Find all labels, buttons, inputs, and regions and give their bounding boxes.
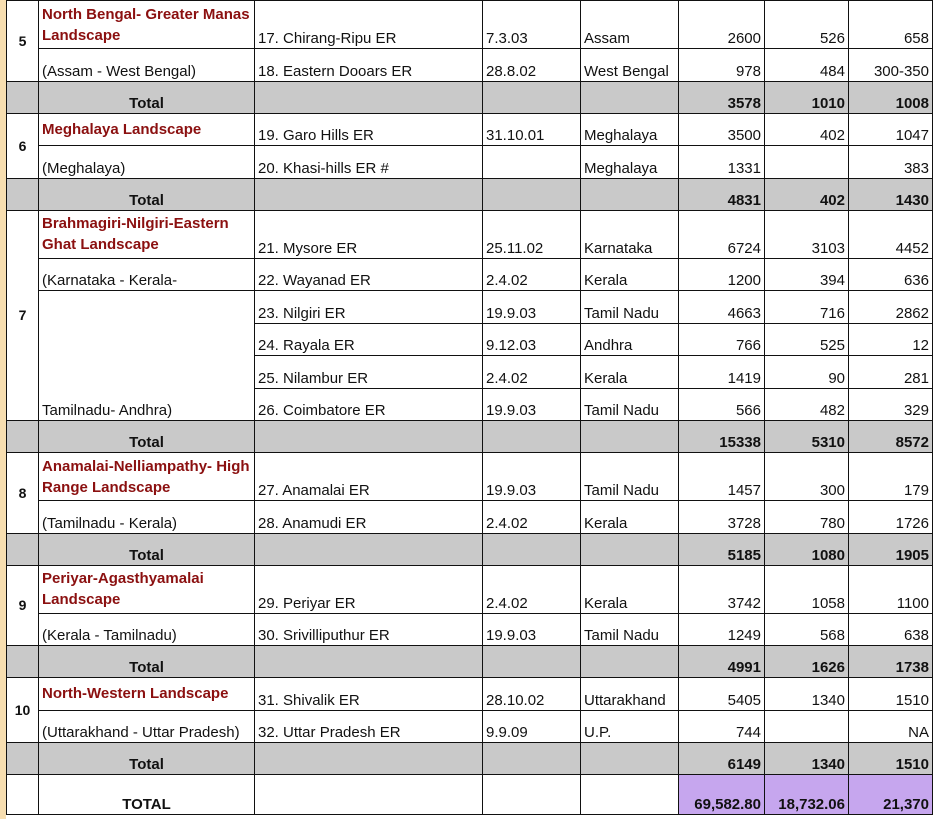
total-blank-cell [483,178,581,210]
total-area: 4831 [679,178,765,210]
landscape-states: (Kerala - Tamilnadu) [39,613,255,646]
elephant-population-value: 383 [849,146,933,179]
notification-date: 19.9.03 [483,291,581,324]
notification-date: 9.12.03 [483,323,581,356]
area-value: 6724 [679,210,765,258]
area-value: 1457 [679,453,765,501]
table-row [7,565,933,613]
total-blank-cell [255,178,483,210]
total-core-area: 1010 [765,81,849,113]
elephant-population-value: 1510 [849,678,933,711]
elephant-reserve-name: 32. Uttar Pradesh ER [255,710,483,743]
table-row [7,710,933,743]
state-name: U.P. [581,710,679,743]
elephant-population-value: NA [849,710,933,743]
elephant-population-value: 1100 [849,565,933,613]
notification-date: 28.8.02 [483,49,581,82]
state-name: Kerala [581,356,679,389]
total-core-area: 5310 [765,421,849,453]
state-name: West Bengal [581,49,679,82]
total-blank-cell [7,533,39,565]
core-area-value: 300 [765,453,849,501]
state-name: Tamil Nadu [581,388,679,421]
total-area: 5185 [679,533,765,565]
elephant-reserve-name: 30. Srivilliputhur ER [255,613,483,646]
core-area-value: 402 [765,113,849,146]
total-label: Total [39,81,255,113]
elephant-reserve-name: 18. Eastern Dooars ER [255,49,483,82]
total-core-area: 1080 [765,533,849,565]
elephant-population-value: 300-350 [849,49,933,82]
elephant-population-value: 1047 [849,113,933,146]
core-area-value: 3103 [765,210,849,258]
state-name: Tamil Nadu [581,453,679,501]
total-blank-cell [483,743,581,775]
total-blank-cell [7,81,39,113]
total-core-area: 1626 [765,646,849,678]
area-value: 3742 [679,565,765,613]
area-value: 1249 [679,613,765,646]
total-blank-cell [7,421,39,453]
serial-number: 6 [7,113,39,178]
state-name: Tamil Nadu [581,613,679,646]
elephant-population-value: 1726 [849,501,933,534]
total-population: 1738 [849,646,933,678]
landscape-name: Meghalaya Landscape [39,113,255,146]
notification-date: 2.4.02 [483,258,581,291]
total-area: 4991 [679,646,765,678]
notification-date: 19.9.03 [483,388,581,421]
total-population: 1008 [849,81,933,113]
core-area-value: 716 [765,291,849,324]
serial-number: 5 [7,1,39,82]
total-label: Total [39,743,255,775]
state-name: Uttarakhand [581,678,679,711]
serial-number: 7 [7,210,39,421]
state-name: Meghalaya [581,113,679,146]
core-area-value: 780 [765,501,849,534]
elephant-reserve-name: 29. Periyar ER [255,565,483,613]
landscape-total-row [7,743,933,775]
elephant-population-value: 638 [849,613,933,646]
elephant-population-value: 179 [849,453,933,501]
elephant-reserve-name: 23. Nilgiri ER [255,291,483,324]
landscape-states: (Assam - West Bengal) [39,49,255,82]
total-blank-cell [255,646,483,678]
total-population: 1430 [849,178,933,210]
elephant-reserve-name: 31. Shivalik ER [255,678,483,711]
area-value: 2600 [679,1,765,49]
elephant-reserve-name: 21. Mysore ER [255,210,483,258]
landscape-states: (Tamilnadu - Kerala) [39,501,255,534]
elephant-reserve-name: 26. Coimbatore ER [255,388,483,421]
core-area-value [765,146,849,179]
total-blank-cell [255,81,483,113]
state-name: Andhra [581,323,679,356]
landscape-name: Brahmagiri-Nilgiri-Eastern Ghat Landscape [39,210,255,258]
core-area-value [765,710,849,743]
landscape-states: (Karnataka - Kerala- [39,258,255,291]
state-name: Meghalaya [581,146,679,179]
core-area-value: 482 [765,388,849,421]
notification-date: 9.9.09 [483,710,581,743]
total-blank-cell [483,533,581,565]
elephant-reserve-name: 27. Anamalai ER [255,453,483,501]
state-name: Karnataka [581,210,679,258]
total-blank-cell [483,81,581,113]
area-value: 744 [679,710,765,743]
notification-date: 19.9.03 [483,613,581,646]
core-area-value: 484 [765,49,849,82]
state-name: Tamil Nadu [581,291,679,324]
grand-total-population: 21,370 [849,775,933,815]
landscape-total-row [7,533,933,565]
total-blank-cell [7,646,39,678]
elephant-reserve-name: 19. Garo Hills ER [255,113,483,146]
landscape-total-row [7,421,933,453]
total-blank-cell [581,421,679,453]
total-label: Total [39,421,255,453]
elephant-reserve-name: 22. Wayanad ER [255,258,483,291]
state-name: Assam [581,1,679,49]
landscape-states: (Meghalaya) [39,146,255,179]
total-area: 3578 [679,81,765,113]
total-population: 1905 [849,533,933,565]
elephant-reserve-name: 28. Anamudi ER [255,501,483,534]
core-area-value: 394 [765,258,849,291]
area-value: 3500 [679,113,765,146]
elephant-population-value: 4452 [849,210,933,258]
grand-total-blank-cell [581,775,679,815]
area-value: 566 [679,388,765,421]
landscape-total-row [7,81,933,113]
area-value: 766 [679,323,765,356]
state-name: Kerala [581,501,679,534]
table-row [7,210,933,258]
notification-date: 25.11.02 [483,210,581,258]
serial-number: 9 [7,565,39,646]
notification-date: 31.10.01 [483,113,581,146]
core-area-value: 90 [765,356,849,389]
total-blank-cell [255,533,483,565]
area-value: 978 [679,49,765,82]
state-name: Kerala [581,258,679,291]
elephant-population-value: 2862 [849,291,933,324]
grand-total-row [7,775,933,815]
total-blank-cell [581,81,679,113]
table-row [7,49,933,82]
table-row [7,678,933,711]
table-row [7,113,933,146]
elephant-population-value: 12 [849,323,933,356]
total-blank-cell [483,421,581,453]
total-core-area: 1340 [765,743,849,775]
table-row [7,291,933,324]
total-population: 8572 [849,421,933,453]
landscape-states: (Uttarakhand - Uttar Pradesh) [39,710,255,743]
area-value: 3728 [679,501,765,534]
serial-number: 8 [7,453,39,534]
landscape-states: Tamilnadu- Andhra) [39,291,255,421]
grand-total-label: TOTAL [39,775,255,815]
total-blank-cell [581,533,679,565]
elephant-population-value: 636 [849,258,933,291]
landscape-name: Anamalai-Nelliampathy- High Range Landscape [39,453,255,501]
elephant-population-value: 329 [849,388,933,421]
elephant-reserve-name: 24. Rayala ER [255,323,483,356]
core-area-value: 1340 [765,678,849,711]
serial-number: 10 [7,678,39,743]
total-blank-cell [255,743,483,775]
area-value: 1200 [679,258,765,291]
core-area-value: 526 [765,1,849,49]
table-body [7,1,933,815]
grand-total-blank-cell [7,775,39,815]
core-area-value: 525 [765,323,849,356]
notification-date [483,146,581,179]
notification-date: 2.4.02 [483,501,581,534]
state-name: Kerala [581,565,679,613]
core-area-value: 568 [765,613,849,646]
grand-total-core-area: 18,732.06 [765,775,849,815]
total-blank-cell [7,178,39,210]
total-blank-cell [7,743,39,775]
total-area: 6149 [679,743,765,775]
area-value: 1419 [679,356,765,389]
table-row [7,258,933,291]
notification-date: 7.3.03 [483,1,581,49]
landscape-name: North-Western Landscape [39,678,255,711]
notification-date: 2.4.02 [483,565,581,613]
total-blank-cell [581,743,679,775]
elephant-reserve-name: 20. Khasi-hills ER # [255,146,483,179]
landscape-total-row [7,178,933,210]
core-area-value: 1058 [765,565,849,613]
elephant-population-value: 658 [849,1,933,49]
total-label: Total [39,178,255,210]
total-population: 1510 [849,743,933,775]
table-row [7,1,933,49]
notification-date: 2.4.02 [483,356,581,389]
total-blank-cell [581,178,679,210]
total-area: 15338 [679,421,765,453]
elephant-reserves-table [6,0,933,815]
landscape-total-row [7,646,933,678]
elephant-reserve-name: 25. Nilambur ER [255,356,483,389]
notification-date: 28.10.02 [483,678,581,711]
total-core-area: 402 [765,178,849,210]
landscape-name: North Bengal- Greater Manas Landscape [39,1,255,49]
elephant-reserve-name: 17. Chirang-Ripu ER [255,1,483,49]
area-value: 1331 [679,146,765,179]
grand-total-blank-cell [255,775,483,815]
total-blank-cell [255,421,483,453]
elephant-population-value: 281 [849,356,933,389]
total-label: Total [39,533,255,565]
area-value: 4663 [679,291,765,324]
table-row [7,501,933,534]
landscape-name: Periyar-Agasthyamalai Landscape [39,565,255,613]
grand-total-blank-cell [483,775,581,815]
area-value: 5405 [679,678,765,711]
total-blank-cell [483,646,581,678]
notification-date: 19.9.03 [483,453,581,501]
total-blank-cell [581,646,679,678]
total-label: Total [39,646,255,678]
table-row [7,453,933,501]
grand-total-area: 69,582.80 [679,775,765,815]
table-row [7,613,933,646]
table-row [7,146,933,179]
